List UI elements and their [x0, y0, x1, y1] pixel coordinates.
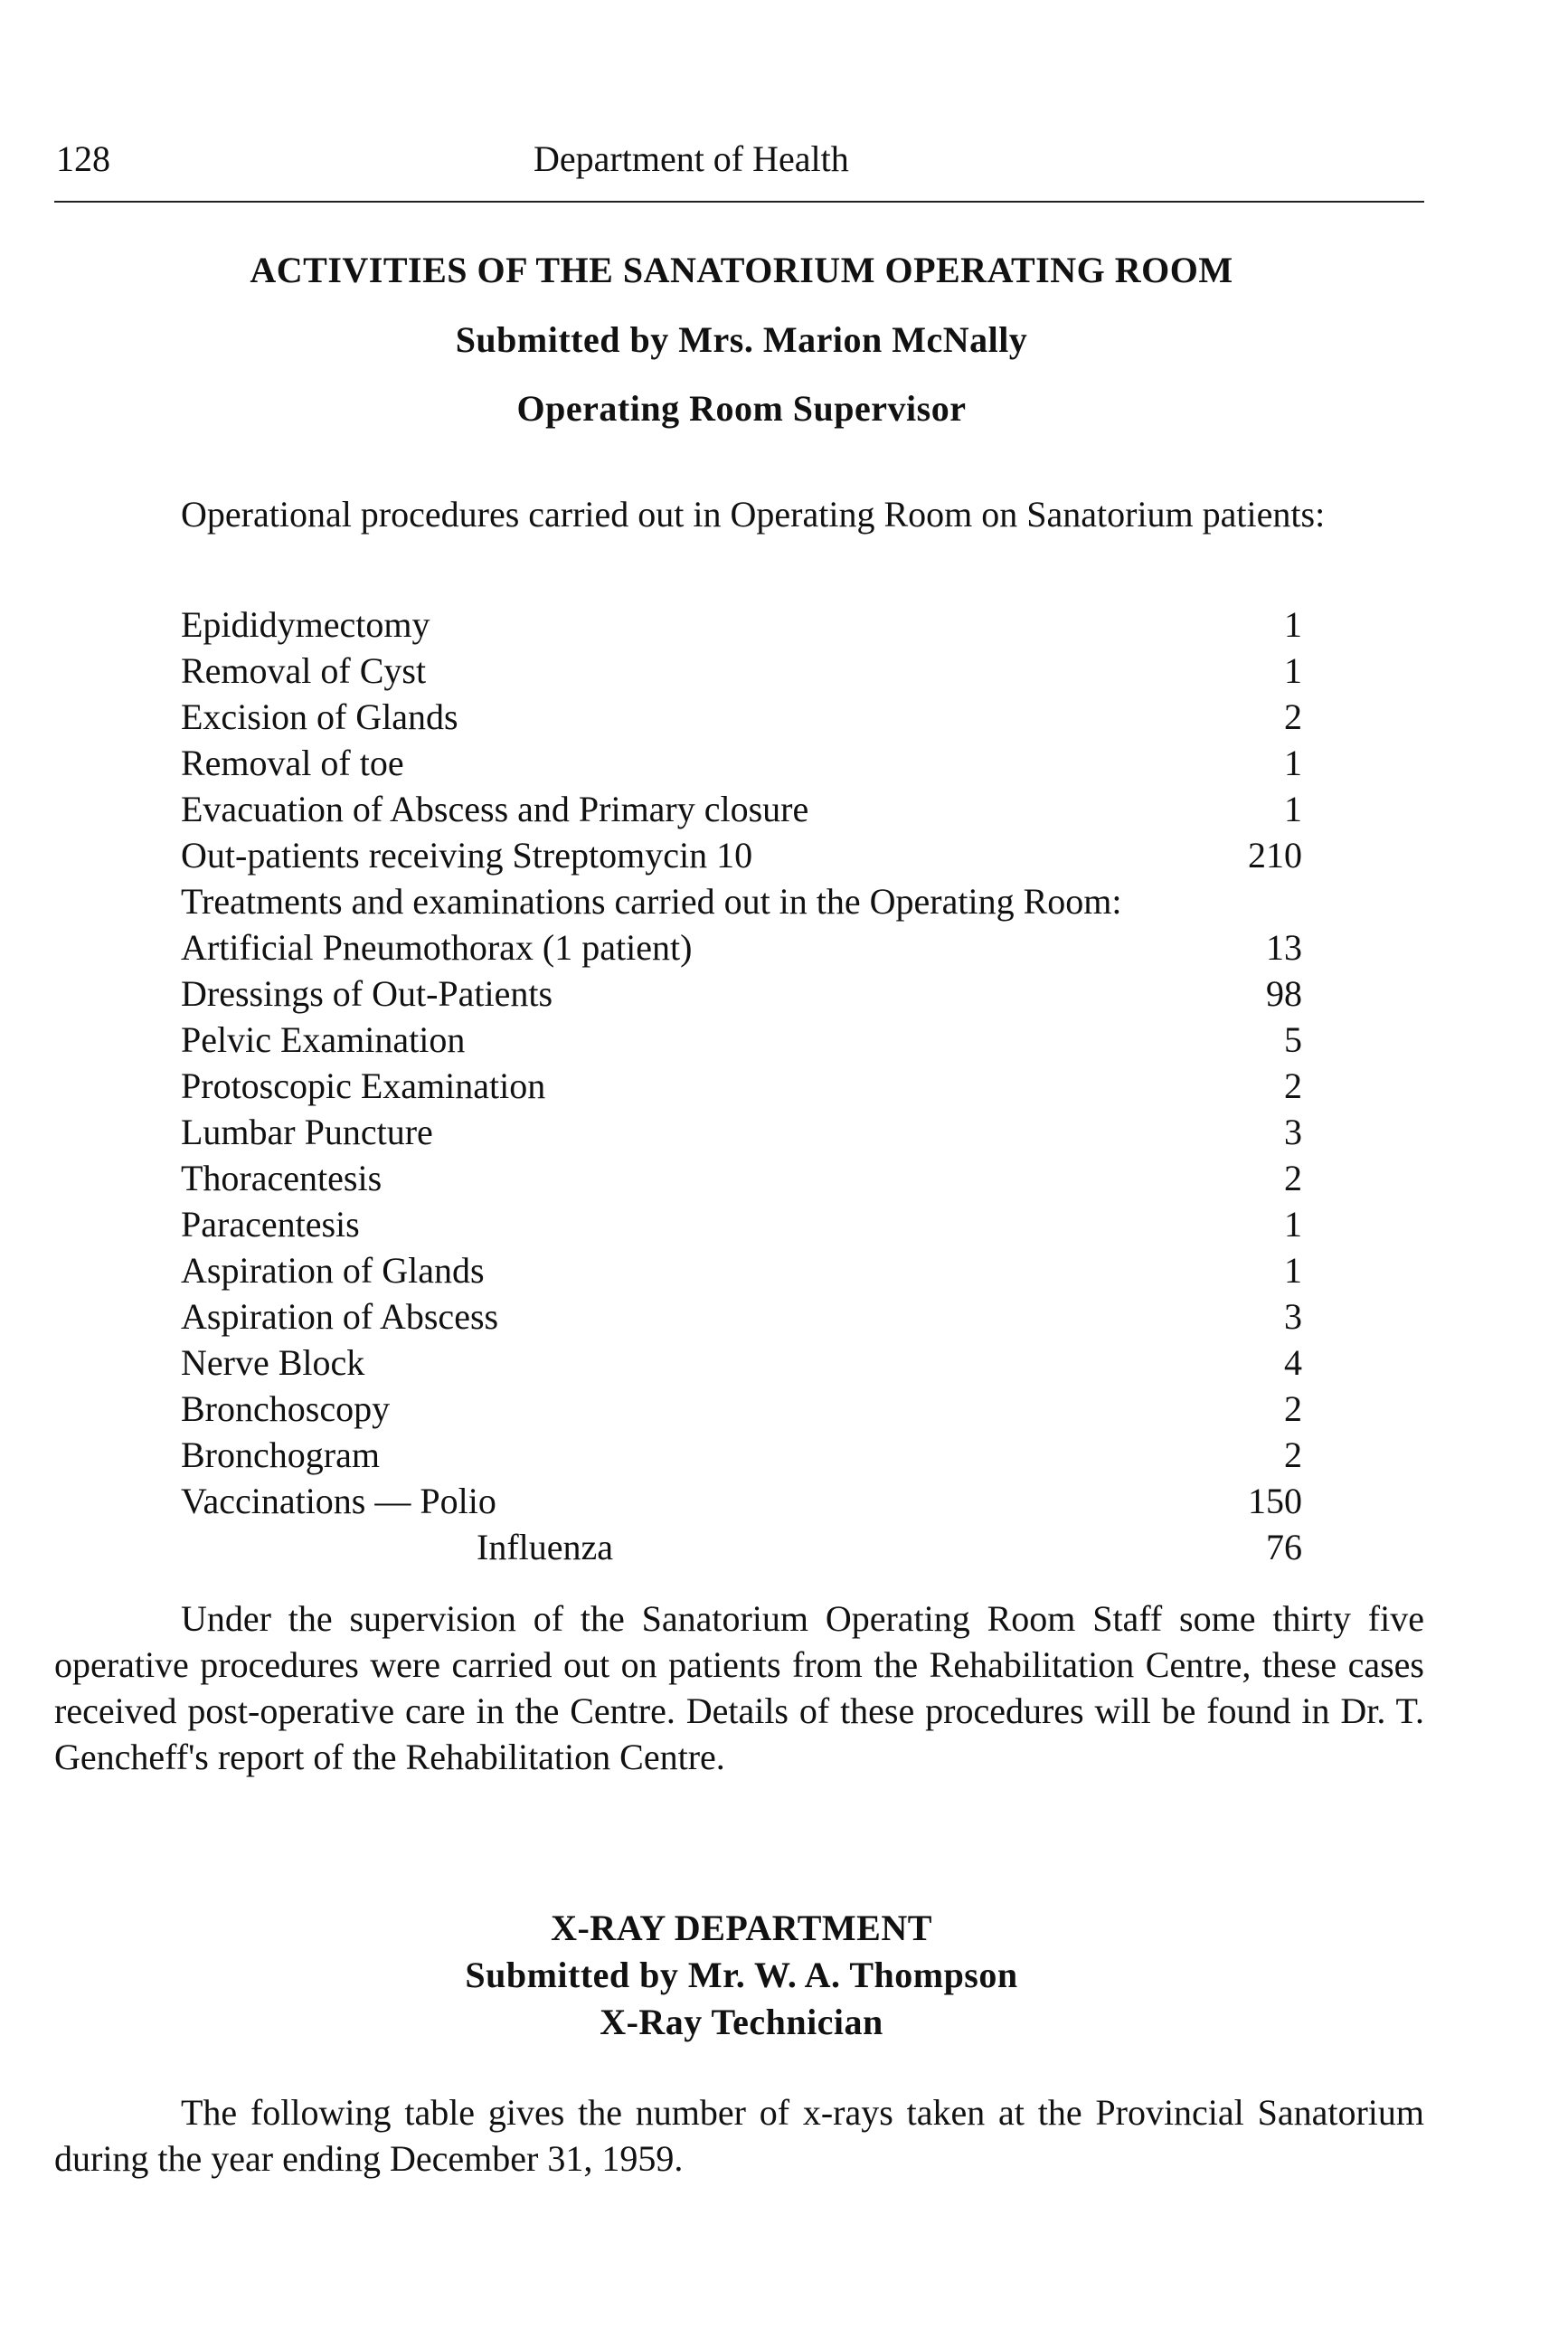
- procedure-label: Excision of Glands: [181, 696, 458, 737]
- section-title: ACTIVITIES OF THE SANATORIUM OPERATING ROOM: [250, 250, 1233, 290]
- list-item: [181, 1293, 1302, 1340]
- list-item: [181, 1201, 1302, 1247]
- section-role: X-Ray Technician: [600, 2002, 883, 2042]
- page-number: 128: [56, 138, 110, 179]
- section-submitted-by: Submitted by Mrs. Marion McNally: [455, 319, 1028, 360]
- procedures-list: [181, 601, 1302, 1570]
- list-item: [181, 1478, 1302, 1524]
- section-submitted-by: Submitted by Mr. W. A. Thompson: [465, 1955, 1018, 1995]
- treatment-count: 76: [1266, 1527, 1302, 1567]
- list-item: [181, 786, 1302, 832]
- page-header: [54, 136, 1424, 190]
- header-rule: [54, 201, 1424, 203]
- treatments-heading: Treatments and examinations carried out in the Operating Room:: [181, 881, 1122, 922]
- treatment-count: 98: [1266, 973, 1302, 1014]
- treatment-count: 3: [1284, 1296, 1302, 1337]
- procedure-count: 1: [1284, 604, 1302, 645]
- treatment-count: 13: [1266, 927, 1302, 968]
- treatment-label: Nerve Block: [181, 1342, 365, 1383]
- list-item: [181, 601, 1302, 648]
- procedure-count: 1: [1284, 789, 1302, 829]
- treatment-count: 5: [1284, 1019, 1302, 1060]
- list-item: [181, 740, 1302, 786]
- list-item: [181, 1340, 1302, 1386]
- treatment-count: 4: [1284, 1342, 1302, 1383]
- procedure-count: 1: [1284, 650, 1302, 691]
- treatment-label: Protoscopic Examination: [181, 1065, 546, 1106]
- treatment-count: 3: [1284, 1112, 1302, 1152]
- list-item: [181, 1155, 1302, 1201]
- procedure-count: 2: [1284, 696, 1302, 737]
- treatment-count: 1: [1284, 1250, 1302, 1291]
- treatment-label: Pelvic Examination: [181, 1019, 466, 1060]
- list-item: [181, 1524, 1302, 1570]
- list-item: [181, 1386, 1302, 1432]
- list-item: [181, 970, 1302, 1017]
- treatment-label: Dressings of Out-Patients: [181, 973, 553, 1014]
- treatment-count: 150: [1248, 1481, 1302, 1521]
- list-item: [181, 1109, 1302, 1155]
- treatment-label: Aspiration of Abscess: [181, 1296, 499, 1337]
- list-item: [181, 648, 1302, 694]
- treatment-label: Vaccinations — Polio: [181, 1481, 496, 1521]
- procedure-count: 1: [1284, 743, 1302, 783]
- treatment-label: Influenza: [477, 1527, 614, 1567]
- list-item: [181, 1247, 1302, 1293]
- treatment-count: 2: [1284, 1388, 1302, 1429]
- procedure-label: Removal of toe: [181, 743, 404, 783]
- procedure-label: Epididymectomy: [181, 604, 430, 645]
- section-role: Operating Room Supervisor: [516, 388, 967, 429]
- treatment-count: 2: [1284, 1065, 1302, 1106]
- treatment-label: Paracentesis: [181, 1204, 360, 1245]
- list-item: [181, 832, 1302, 878]
- procedure-label: Evacuation of Abscess and Primary closure: [181, 789, 809, 829]
- procedure-count: 210: [1248, 835, 1302, 876]
- list-item: [181, 694, 1302, 740]
- treatment-label: Lumbar Puncture: [181, 1112, 433, 1152]
- treatment-label: Bronchoscopy: [181, 1388, 391, 1429]
- procedure-label: Removal of Cyst: [181, 650, 427, 691]
- list-item: [181, 1017, 1302, 1063]
- running-title: Department of Health: [534, 138, 849, 179]
- list-item: [181, 924, 1302, 970]
- xray-intro-paragraph: The following table gives the number of x-rays taken at the Provincial Sanatorium during the year ending December 31, 1959.: [54, 2092, 1424, 2179]
- treatment-label: Thoracentesis: [181, 1158, 383, 1198]
- list-item: [181, 1063, 1302, 1109]
- treatment-count: 1: [1284, 1204, 1302, 1245]
- treatment-label: Aspiration of Glands: [181, 1250, 485, 1291]
- intro-paragraph: Operational procedures carried out in Operating Room on Sanatorium patients:: [181, 494, 1326, 535]
- closing-paragraph: Under the supervision of the Sanatorium Operating Room Staff some thirty five operative procedures were carried out on patients from the Rehabilitation Centre, these cases received post-operative care in the Centre. Details of these procedures will be found in Dr. T. Gencheff's report of the Rehabilitation Centre.: [54, 1598, 1424, 1777]
- procedure-label: Out-patients receiving Streptomycin 10: [181, 835, 753, 876]
- treatment-count: 2: [1284, 1434, 1302, 1475]
- list-item: [181, 1432, 1302, 1478]
- treatment-label: Artificial Pneumothorax (1 patient): [181, 927, 693, 968]
- treatments-heading-row: [181, 878, 1302, 924]
- section-title: X-RAY DEPARTMENT: [551, 1908, 932, 1948]
- treatment-count: 2: [1284, 1158, 1302, 1198]
- treatment-label: Bronchogram: [181, 1434, 380, 1475]
